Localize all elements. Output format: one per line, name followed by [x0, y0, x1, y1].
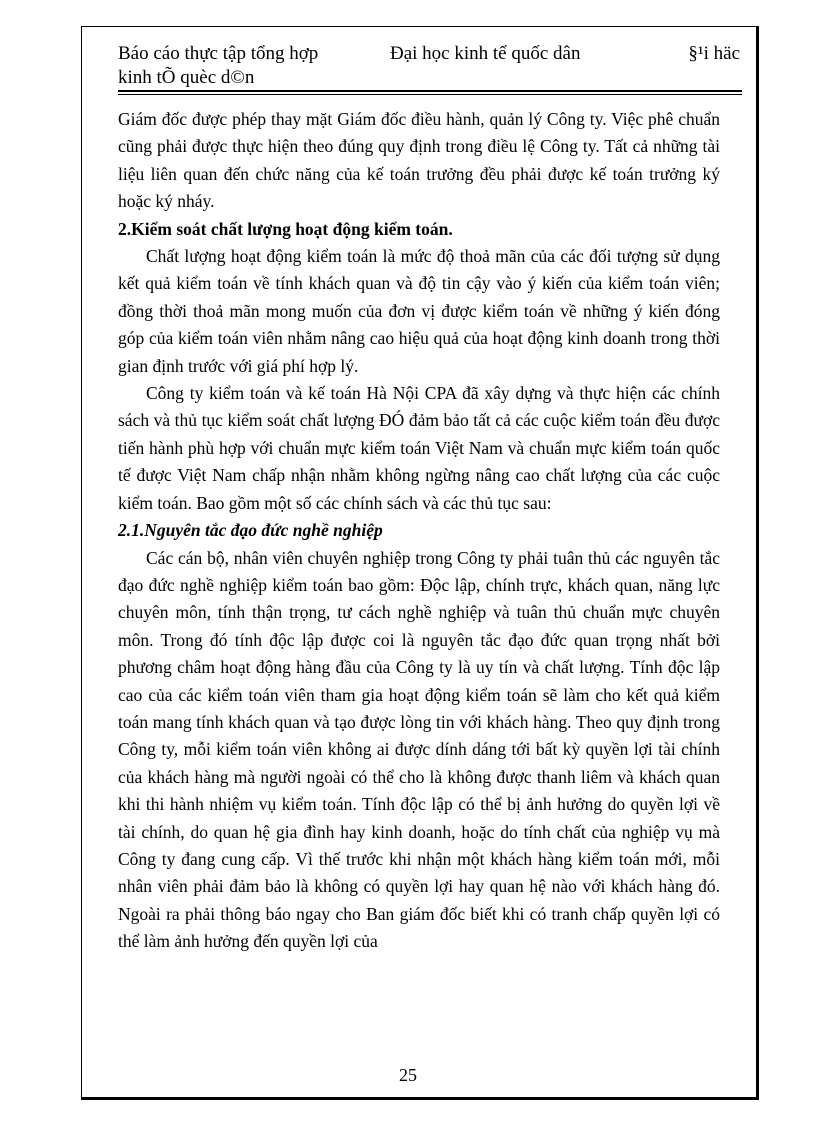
section-heading-2-1: 2.1.Nguyên tắc đạo đức nghề nghiệp: [118, 520, 383, 541]
header-rule-thick: [118, 90, 742, 92]
header-rule-thin: [118, 94, 742, 95]
page-number: 25: [399, 1065, 417, 1085]
paragraph-continuation: Giám đốc được phép thay mặt Giám đốc điều hành, quản lý Công ty. Việc phê chuẩn cũng phải được thực hiện theo đúng quy định trong điều lệ Công ty. Tất cả những tài liệu liên quan đến chức năng của kế toán trưởng đều phải được kế toán trưởng ký hoặc ký nháy.: [118, 109, 720, 212]
header-university: Đại học kinh tế quốc dân: [390, 43, 581, 64]
section-heading-2: 2.Kiểm soát chất lượng hoạt động kiểm toán.: [118, 218, 453, 239]
paragraph-cpa-policies: Công ty kiểm toán và kế toán Hà Nội CPA đã xây dựng và thực hiện các chính sách và thủ tục kiểm soát chất lượng ĐÓ đảm bảo tất cả các cuộc kiểm toán đều được tiến hành phù hợp với chuẩn mực kiểm toán Việt Nam và chuẩn mực kiểm toán quốc tế được Việt Nam chấp nhận nhằm không ngừng nâng cao chất lượng của các cuộc kiểm toán. Bao gồm một số các chính sách và các thủ tục sau:: [118, 383, 720, 513]
header-report-title: Báo cáo thực tập tổng hợp: [118, 43, 319, 64]
header-university-garbled: kinh tÕ quèc d©n: [118, 67, 255, 88]
paragraph-quality-definition: Chất lượng hoạt động kiểm toán là mức độ thoả mãn của các đối tượng sử dụng kết quả kiểm toán về tính khách quan và độ tin cậy vào ý kiến của kiểm toán viên; đồng thời thoả mãn mong muốn của đơn vị được kiểm toán về những ý kiến đóng góp của kiểm toán viên nhằm nâng cao hiệu quả của hoạt động kinh doanh trong thời gian định trước với giá phí hợp lý.: [118, 246, 720, 376]
page-header: [118, 42, 742, 90]
paragraph-ethics: Các cán bộ, nhân viên chuyên nghiệp trong Công ty phải tuân thủ các nguyên tắc đạo đức nghề nghiệp kiểm toán bao gồm: Độc lập, chính trực, khách quan, năng lực chuyên môn, tính thận trọng, tư cách nghề nghiệp và tuân thủ chuẩn mực chuyên môn. Trong đó tính độc lập được coi là nguyên tắc đạo đức quan trọng nhất bởi phương châm hoạt động hàng đầu của Công ty là uy tín và chất lượng. Tính độc lập cao của các kiểm toán viên tham gia hoạt động kiểm toán sẽ làm cho kết quả kiểm toán mang tính khách quan và tạo được lòng tin với khách hàng. Theo quy định trong Công ty, mỗi kiểm toán viên không ai được dính dáng tới bất kỳ quyền lợi tài chính của khách hàng mà người ngoài có thể cho là không được thanh liêm và khách quan khi thi hành nhiệm vụ kiểm toán. Tính độc lập có thể bị ảnh hưởng do quyền lợi về tài chính, do quan hệ gia đình hay kinh doanh, hoặc do tính chất của nghiệp vụ mà Công ty đang cung cấp. Vì thế trước khi nhận một khách hàng kiểm toán mới, mỗi nhân viên phải đảm bảo là không có quyền lợi hay quan hệ nào với khách hàng đó. Ngoài ra phải thông báo ngay cho Ban giám đốc biết khi có tranh chấp quyền lợi có thể làm ảnh hưởng đến quyền lợi của: [118, 547, 720, 952]
header-right-garbled: §¹i häc: [688, 43, 740, 64]
page-content: [118, 106, 720, 956]
